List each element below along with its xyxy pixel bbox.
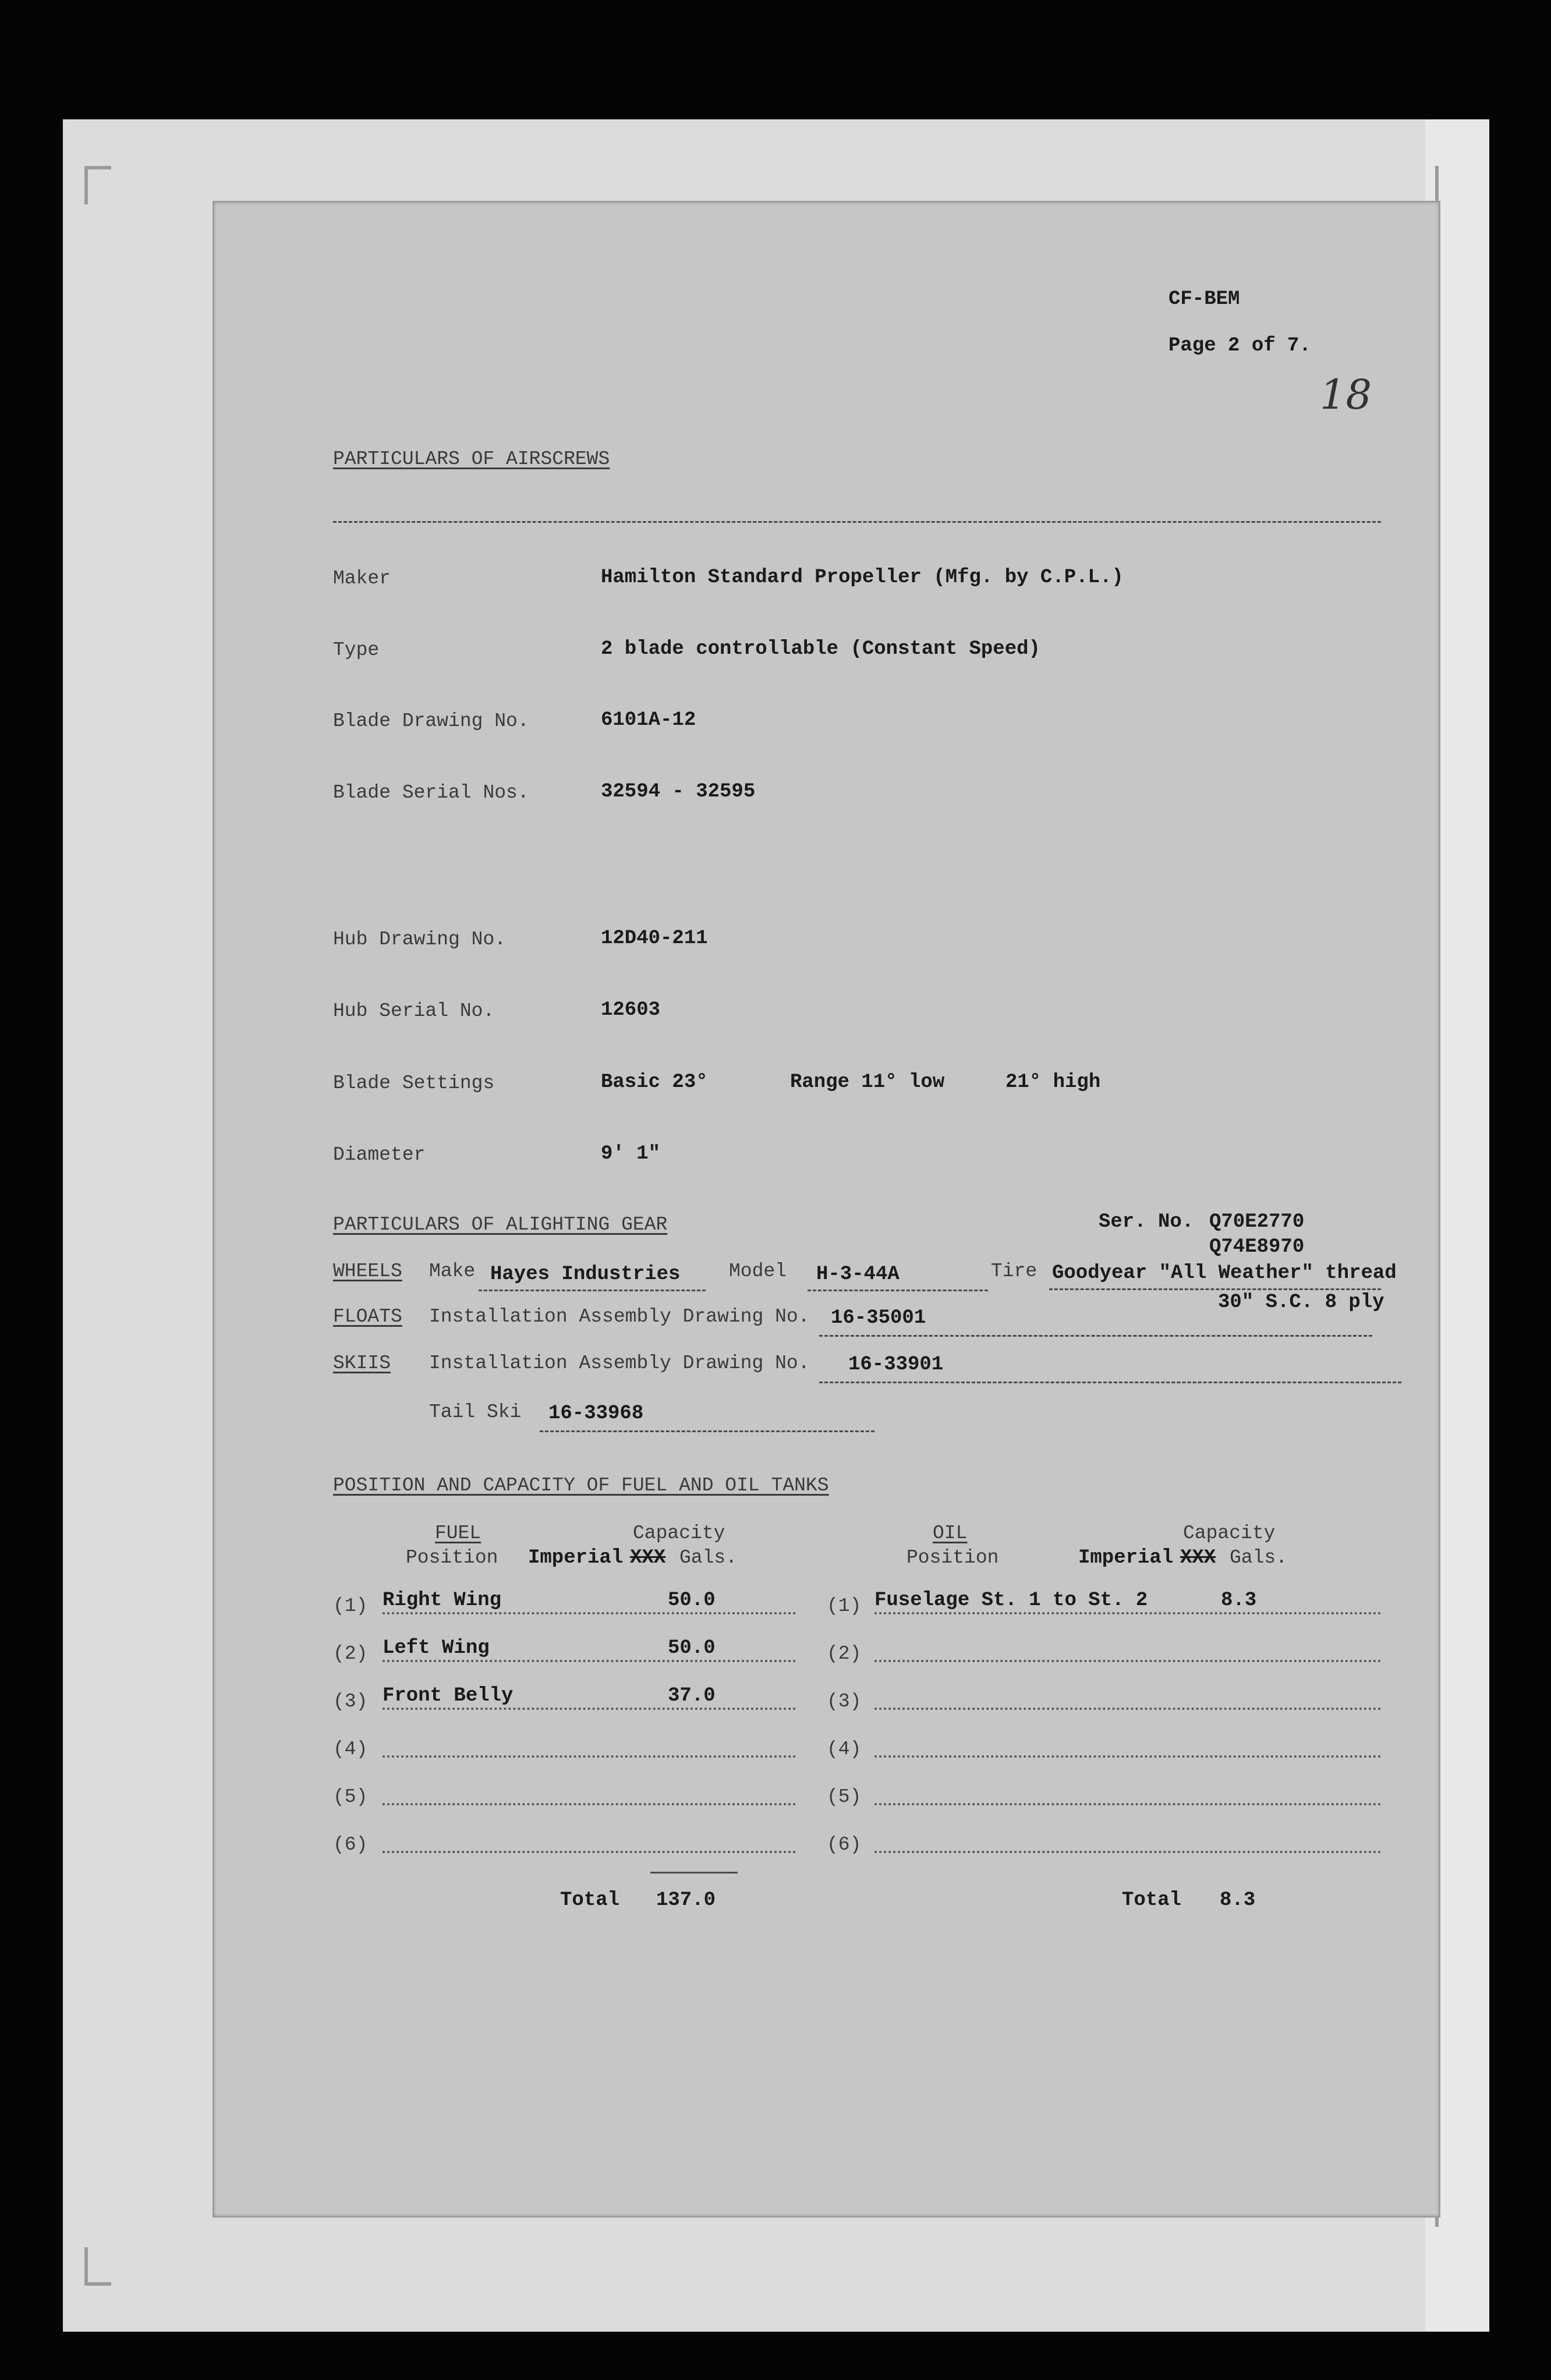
skis-label: SKIIS: [333, 1352, 391, 1374]
page-number: Page 2 of 7.: [1168, 335, 1311, 357]
floats-drawing-value: 16-35001: [831, 1307, 926, 1329]
tail-ski-underline: [540, 1430, 874, 1432]
maker-label: Maker: [333, 568, 391, 589]
fuel-total-rule: [650, 1872, 738, 1873]
blade-settings-range: Range 11° low: [790, 1071, 945, 1093]
wheels-make-value: Hayes Industries: [490, 1263, 681, 1285]
leader-dots: [383, 1803, 796, 1805]
leader-dots: [383, 1851, 796, 1853]
diameter-value: 9' 1": [601, 1143, 661, 1165]
oil-position-header: Position: [906, 1547, 999, 1568]
leader-dots: [874, 1612, 1381, 1614]
alighting-gear-heading: PARTICULARS OF ALIGHTING GEAR: [333, 1214, 668, 1235]
fuel-row-number: (5): [333, 1786, 368, 1808]
leader-dots: [383, 1755, 796, 1758]
floats-text: Installation Assembly Drawing No.: [429, 1306, 810, 1327]
leader-dots: [383, 1660, 796, 1662]
oil-struck-unit: XXX: [1180, 1547, 1216, 1569]
leader-dots: [874, 1851, 1381, 1853]
hub-serial-label: Hub Serial No.: [333, 1000, 495, 1022]
tire-value: Goodyear "All Weather" thread: [1052, 1262, 1397, 1284]
wheels-label: WHEELS: [333, 1260, 402, 1282]
skis-underline: [819, 1382, 1401, 1383]
ser-no-1: Q70E2770: [1209, 1211, 1305, 1233]
oil-row-number: (6): [827, 1834, 862, 1855]
ser-no-label: Ser. No.: [1099, 1211, 1194, 1233]
type-value: 2 blade controllable (Constant Speed): [601, 638, 1040, 660]
fuel-total-label: Total: [560, 1889, 620, 1911]
blade-drawing-value: 6101A-12: [601, 709, 696, 731]
fuel-capacity: 37.0: [668, 1685, 716, 1707]
model-underline: [808, 1290, 988, 1291]
handwritten-number: 18: [1320, 371, 1372, 419]
crop-mark-bottom-left: [84, 2247, 111, 2286]
crop-mark-top-left: [84, 166, 111, 204]
blade-drawing-label: Blade Drawing No.: [333, 710, 529, 732]
tail-ski-label: Tail Ski: [429, 1401, 522, 1423]
oil-row-number: (2): [827, 1643, 862, 1664]
oil-row-number: (1): [827, 1595, 862, 1617]
blade-settings-basic: Basic 23°: [601, 1071, 708, 1093]
fuel-capacity: 50.0: [668, 1637, 716, 1659]
fuel-gals-header: Gals.: [679, 1547, 738, 1568]
leader-dots: [874, 1803, 1381, 1805]
make-label: Make: [429, 1260, 476, 1282]
fuel-position: Front Belly: [383, 1685, 514, 1707]
hub-drawing-value: 12D40-211: [601, 927, 708, 950]
blade-serial-value: 32594 - 32595: [601, 781, 756, 803]
oil-row-number: (5): [827, 1786, 862, 1808]
fuel-position: Left Wing: [383, 1637, 490, 1659]
ser-no-2: Q74E8970: [1209, 1236, 1305, 1258]
blade-settings-high: 21° high: [1005, 1071, 1101, 1093]
fuel-capacity: 50.0: [668, 1589, 716, 1612]
leader-dots: [383, 1708, 796, 1710]
blade-settings-label: Blade Settings: [333, 1072, 495, 1094]
fuel-row-number: (6): [333, 1834, 368, 1855]
leader-dots: [874, 1755, 1381, 1758]
oil-row-number: (4): [827, 1738, 862, 1760]
wheels-model-value: H-3-44A: [816, 1263, 900, 1285]
make-underline: [479, 1290, 706, 1291]
oil-total-value: 8.3: [1220, 1889, 1256, 1911]
fuel-row-number: (2): [333, 1643, 368, 1664]
registration-mark: CF-BEM: [1168, 288, 1240, 310]
floats-label: FLOATS: [333, 1306, 402, 1327]
maker-value: Hamilton Standard Propeller (Mfg. by C.P.L.): [601, 566, 1124, 589]
fuel-row-number: (1): [333, 1595, 368, 1617]
fuel-total-value: 137.0: [656, 1889, 716, 1911]
document-page: [213, 201, 1440, 2218]
tire-label: Tire: [991, 1260, 1037, 1282]
fuel-header: FUEL: [435, 1522, 481, 1544]
fuel-imperial-header: Imperial: [528, 1547, 624, 1569]
oil-gals-header: Gals.: [1230, 1547, 1288, 1568]
hub-drawing-label: Hub Drawing No.: [333, 929, 507, 950]
model-label: Model: [729, 1260, 787, 1282]
fuel-position: Right Wing: [383, 1589, 502, 1612]
leader-dots: [874, 1660, 1381, 1662]
fuel-capacity-header: Capacity: [633, 1522, 725, 1544]
diameter-label: Diameter: [333, 1144, 426, 1166]
fuel-struck-unit: XXX: [630, 1547, 666, 1569]
leader-dots: [874, 1708, 1381, 1710]
floats-underline: [819, 1335, 1372, 1337]
oil-capacity-header: Capacity: [1183, 1522, 1276, 1544]
skis-drawing-value: 16-33901: [848, 1354, 944, 1376]
oil-row-number: (3): [827, 1691, 862, 1712]
oil-capacity: 8.3: [1221, 1589, 1257, 1612]
oil-total-label: Total: [1122, 1889, 1182, 1911]
fuel-row-number: (3): [333, 1691, 368, 1712]
fuel-position-header: Position: [406, 1547, 498, 1568]
type-label: Type: [333, 639, 380, 661]
oil-header: OIL: [933, 1522, 968, 1544]
tail-ski-value: 16-33968: [548, 1402, 644, 1425]
tire-value-2: 30" S.C. 8 ply: [1218, 1291, 1384, 1313]
blade-serial-label: Blade Serial Nos.: [333, 782, 529, 803]
tanks-heading: POSITION AND CAPACITY OF FUEL AND OIL TANKS: [333, 1475, 829, 1496]
oil-position: Fuselage St. 1 to St. 2: [874, 1589, 1148, 1612]
airscrews-heading: PARTICULARS OF AIRSCREWS: [333, 448, 610, 470]
tire-underline: [1049, 1288, 1381, 1290]
leader-dots: [383, 1612, 796, 1614]
oil-imperial-header: Imperial: [1078, 1547, 1174, 1569]
section-rule: [333, 521, 1381, 523]
hub-serial-value: 12603: [601, 999, 661, 1021]
skis-text: Installation Assembly Drawing No.: [429, 1352, 810, 1374]
fuel-row-number: (4): [333, 1738, 368, 1760]
